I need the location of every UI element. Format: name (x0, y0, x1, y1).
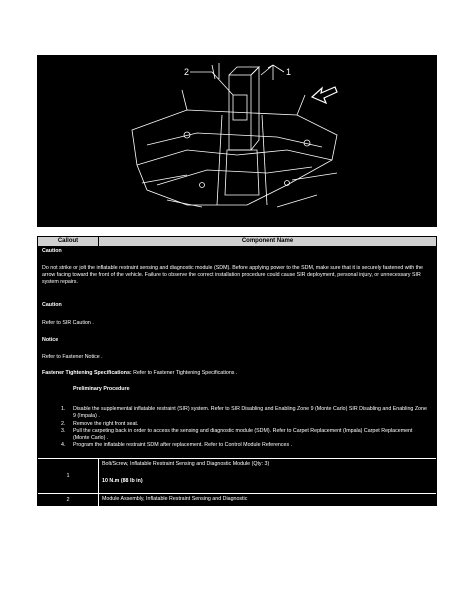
sir-caution-heading: Caution (42, 302, 62, 308)
step-number: 3. (61, 428, 66, 434)
row-component-name: Bolt/Screw, Inflatable Restraint Sensing and Diagnostic Module (Qty: 3) (102, 461, 270, 467)
component-name-column-header: Component Name (241, 238, 294, 244)
sir-caution-text: Refer to SIR Caution . (42, 320, 94, 326)
notice-text: Refer to Fastener Notice . (42, 354, 103, 360)
step-text: Disable the supplemental inflatable restraint (SIR) system. Refer to SIR Disabling and Enabling Zone 9 (Monte Carlo) SIR Disabling and Enabling Zone 9 (Impala) . (73, 406, 427, 419)
table-header (38, 237, 436, 246)
floor-pan-drawing (37, 55, 437, 227)
callout-label-1: 1 (286, 67, 292, 77)
step-number: 1. (61, 406, 66, 412)
step-text: Program the inflatable restraint SDM after replacement. Refer to Control Module References . (73, 442, 293, 448)
step-number: 2. (61, 421, 66, 427)
table-row (38, 493, 436, 506)
callout-label-2: 2 (184, 67, 190, 77)
fastener-spec-label: Fastener Tightening Specifications: (42, 370, 132, 376)
caution-heading: Caution (42, 248, 62, 254)
step-number: 4. (61, 442, 66, 448)
step-text: Pull the carpeting back in order to access the sensing and diagnostic module (SDM). Refer to Carpet Replacement (Impala) Carpet Replacement (Monte Carlo) . (73, 428, 413, 441)
table-row (38, 458, 436, 493)
fastener-spec-text: Refer to Fastener Tightening Specifications . (131, 370, 238, 376)
step-text: Remove the right front seat. (73, 421, 139, 427)
front-arrow-icon (312, 87, 337, 103)
row-torque: 10 N.m (88 lb in) (102, 478, 143, 484)
component-table (37, 236, 437, 506)
row-callout: 2 (38, 494, 99, 506)
procedure-heading: Preliminary Procedure (73, 386, 130, 392)
caution-text: Do not strike or jolt the inflatable restraint sensing and diagnostic module (SDM). Before applying power to the SDM, make sure that it is securely fastened with the arrow facing toward the front of the vehicle. Failure to observe the correct installation procedure could cause SIR deployment, personal injury, or unnecessary SIR system repairs. (42, 265, 423, 285)
notice-heading: Notice (42, 337, 59, 343)
row-component-name: Module Assembly, Inflatable Restraint Sensing and Diagnostic (102, 496, 248, 502)
row-callout: 1 (38, 459, 99, 493)
component-illustration (37, 55, 437, 227)
callout-column-header: Callout (38, 237, 99, 246)
fastener-spec-line (42, 370, 237, 377)
